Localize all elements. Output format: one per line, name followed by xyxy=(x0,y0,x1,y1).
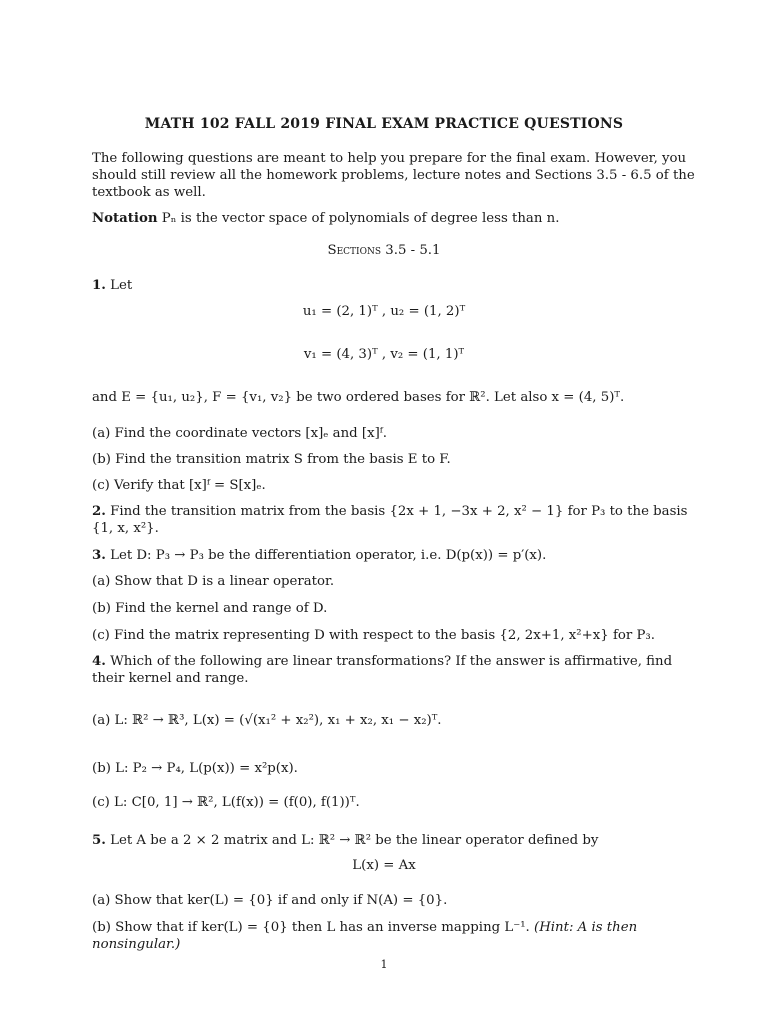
q4-part-b: (b) L: P₂ → P₄, L(p(x)) = x²p(x). xyxy=(92,761,298,776)
q5-number: 5. xyxy=(92,833,106,848)
q1-bases-text: and E = {u₁, u₂}, F = {v₁, v₂} be two ordered bases for ℝ². Let also x = (4, 5)ᵀ. xyxy=(92,390,625,405)
q1-part-a: (a) Find the coordinate vectors [x]ₑ and [x]ᶠ. xyxy=(92,426,387,441)
q1-eq-u: u₁ = (2, 1)ᵀ , u₂ = (1, 2)ᵀ xyxy=(302,304,466,319)
q3-part-b: (b) Find the kernel and range of D. xyxy=(92,601,328,616)
intro-line-2: should still review all the homework problems, lecture notes and Sections 3.5 - 6.5 of the xyxy=(92,168,695,183)
q5-hint: (Hint: A is then xyxy=(529,920,638,935)
q1-lead-text: Let xyxy=(110,278,133,293)
q5-text: Let A be a 2 × 2 matrix and L: ℝ² → ℝ² be the linear operator defined by xyxy=(105,833,599,848)
q3-line xyxy=(92,547,546,565)
q4-part-c: (c) L: C[0, 1] → ℝ², L(f(x)) = (f(0), f(1))ᵀ. xyxy=(92,795,360,810)
section-heading: Sections 3.5 - 5.1 xyxy=(327,243,441,258)
q5-hint-continued: nonsingular.) xyxy=(92,937,181,952)
notation-label: Notation xyxy=(92,211,158,226)
q5-part-b-line-1 xyxy=(92,919,637,937)
q1-part-c: (c) Verify that [x]ᶠ = S[x]ₑ. xyxy=(92,478,266,493)
q4-line-2: their kernel and range. xyxy=(92,671,249,686)
q1-eq-v: v₁ = (4, 3)ᵀ , v₂ = (1, 1)ᵀ xyxy=(303,347,465,362)
notation-line xyxy=(92,210,559,228)
q3-part-c: (c) Find the matrix representing D with respect to the basis {2, 2x+1, x²+x} for P₃. xyxy=(92,628,655,643)
q2-number: 2. xyxy=(92,504,106,519)
q5-part-a: (a) Show that ker(L) = {0} if and only if N(A) = {0}. xyxy=(92,893,448,908)
q3-part-a: (a) Show that D is a linear operator. xyxy=(92,574,335,589)
q3-text: Let D: P₃ → P₃ be the differentiation operator, i.e. D(p(x)) = p′(x). xyxy=(105,548,547,563)
q1-lead xyxy=(92,277,132,295)
q1-part-b: (b) Find the transition matrix S from the basis E to F. xyxy=(92,452,451,467)
q4-part-a: (a) L: ℝ² → ℝ³, L(x) = (√(x₁² + x₂²), x₁ + x₂, x₁ − x₂)ᵀ. xyxy=(92,713,442,728)
q5-part-b-text: (b) Show that if ker(L) = {0} then L has an inverse mapping L⁻¹. xyxy=(92,920,530,935)
page-title: MATH 102 FALL 2019 FINAL EXAM PRACTICE QUESTIONS xyxy=(144,116,624,132)
q5-line xyxy=(92,832,598,850)
q2-line-2: {1, x, x²}. xyxy=(92,521,159,536)
page-number: 1 xyxy=(380,958,388,971)
q5-display-equation: L(x) = Ax xyxy=(352,858,416,873)
q1-number: 1. xyxy=(92,278,106,293)
notation-text: Pₙ is the vector space of polynomials of degree less than n. xyxy=(157,211,560,226)
q3-number: 3. xyxy=(92,548,106,563)
q2-text-1: Find the transition matrix from the basis {2x + 1, −3x + 2, x² − 1} for P₃ to the basis xyxy=(105,504,688,519)
q2-line-1 xyxy=(92,503,688,521)
q5-part-b-line-2 xyxy=(92,936,180,954)
intro-line-1: The following questions are meant to help you prepare for the final exam. However, you xyxy=(92,151,687,166)
q4-text-1: Which of the following are linear transformations? If the answer is affirmative, find xyxy=(105,654,673,669)
q4-line-1 xyxy=(92,653,672,671)
intro-line-3: textbook as well. xyxy=(92,185,206,200)
q4-number: 4. xyxy=(92,654,106,669)
